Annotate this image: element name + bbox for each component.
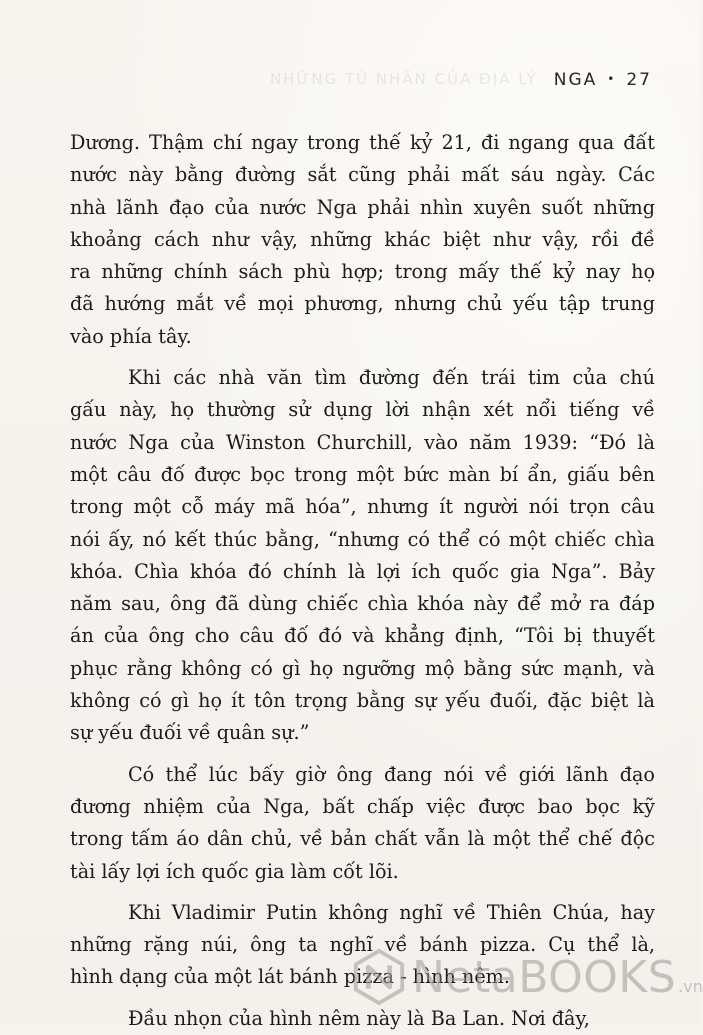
text-line: sự yếu đuối về quân sự.”	[70, 721, 310, 745]
text-line: đương nhiệm của Nga, bất chấp việc được bao bọc kỹ	[70, 794, 655, 818]
watermark-brand: NetaBOOKS	[412, 951, 677, 1003]
text-line: Đầu nhọn của hình nêm này là Ba Lan. Nơi đây,	[128, 1006, 590, 1030]
bleed-through-text: NHỮNG TÙ NHÂN CỦA ĐỊA LÝ	[270, 70, 538, 88]
text-line: nói ấy, nó kết thúc bằng, “nhưng có thể có một chiếc chìa	[70, 527, 655, 551]
body-text	[70, 127, 655, 1035]
text-line: Dương. Thậm chí ngay trong thế kỷ 21, đi ngang qua đất	[70, 131, 655, 154]
paragraph-gap	[70, 888, 655, 897]
text-line: án của ông cho câu đố đó và khẳng định, “Tôi bị thuyết	[70, 624, 655, 648]
text-line: năm sau, ông đã dùng chiếc chìa khóa này để mở ra đáp	[70, 592, 655, 616]
text-line: ra những chính sách phù hợp; trong mấy thế kỷ nay họ	[70, 260, 655, 284]
paragraph-gap	[70, 353, 655, 362]
text-line: khóa. Chìa khóa đó chính là lợi ích quốc gia Nga”. Bảy	[70, 559, 655, 583]
text-line: hình dạng của một lát bánh pizza - hình nêm.	[70, 965, 510, 989]
text-line: nước này bằng đường sắt cũng phải mất sáu ngày. Các	[70, 163, 655, 187]
running-head	[554, 70, 652, 90]
watermark-suffix: .vn	[678, 976, 703, 996]
text-line: nước Nga của Winston Churchill, vào năm 1939: “Đó là	[70, 430, 655, 454]
text-line: Khi các nhà văn tìm đường đến trái tim của chú	[128, 366, 655, 390]
text-line: phục rằng không có gì họ ngưỡng mộ bằng sức mạnh, và	[70, 656, 655, 680]
text-line: Có thể lúc bấy giờ ông đang nói về giới lãnh đạo	[128, 762, 655, 786]
text-line: tài lấy lợi ích quốc gia làm cốt lõi.	[70, 859, 399, 883]
paragraph-gap	[70, 750, 655, 759]
text-line: đã hướng mắt về mọi phương, nhưng chủ yếu tập trung	[70, 292, 655, 316]
separator-bullet: •	[607, 72, 617, 86]
text-line: một câu đố được bọc trong một bức màn bí ẩn, giấu bên	[70, 462, 655, 486]
text-line: những rặng núi, ông ta nghĩ về bánh pizza. Cụ thể là,	[70, 933, 655, 957]
text-line: Khi Vladimir Putin không nghĩ về Thiên Chúa, hay	[128, 900, 655, 924]
text-line: trong tấm áo dân chủ, về bản chất vẫn là một thể chế độc	[70, 827, 655, 851]
text-line: khoảng cách như vậy, những khác biệt như vậy, rồi đề	[70, 227, 655, 251]
text-line: không có gì họ ít tôn trọng bằng sự yếu đuối, đặc biệt là	[70, 689, 655, 713]
page-number: 27	[626, 70, 652, 90]
text-line: nhà lãnh đạo của nước Nga phải nhìn xuyên suốt những	[70, 195, 655, 219]
chapter-title: NGA	[553, 70, 598, 90]
netabooks-watermark	[350, 948, 703, 1006]
netabooks-logo-icon	[350, 948, 408, 1006]
text-line: gấu này, họ thường sử dụng lời nhận xét nổi tiếng về	[70, 398, 655, 422]
text-line: vào phía tây.	[70, 324, 192, 348]
text-line: trong một cỗ máy mã hóa”, nhưng ít người nói trọn câu	[70, 495, 655, 519]
